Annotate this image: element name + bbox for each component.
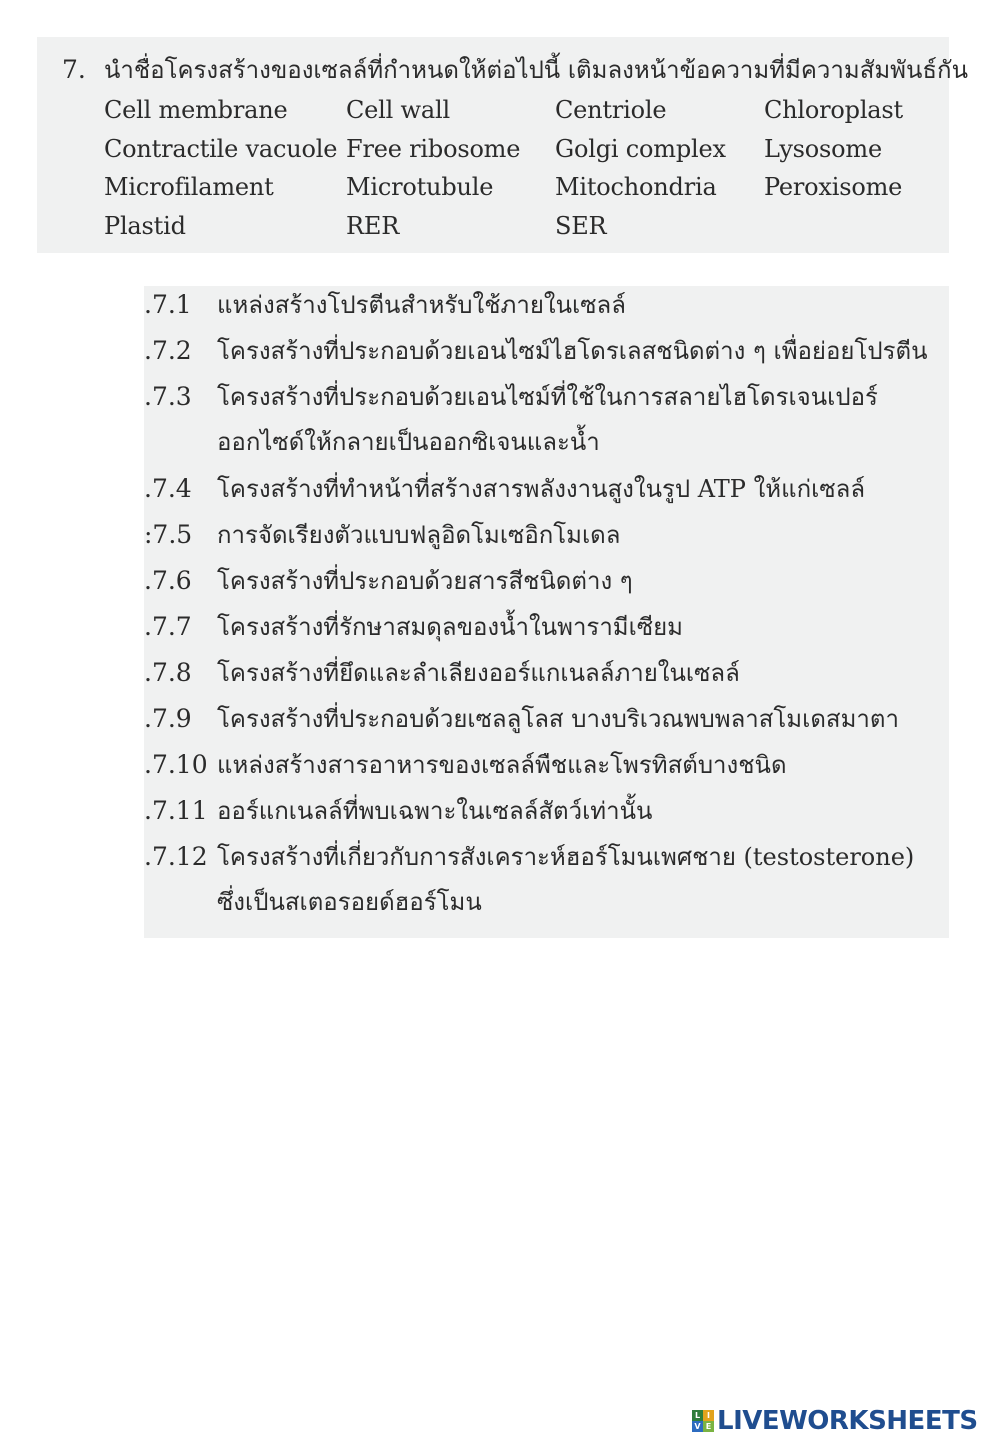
statement-number: .7.2 <box>144 336 192 365</box>
term-rer: RER <box>346 212 400 240</box>
question-number: 7. <box>62 55 86 84</box>
term-golgi-complex: Golgi complex <box>555 135 726 163</box>
term-mitochondria: Mitochondria <box>555 173 717 201</box>
term-ser: SER <box>555 212 607 240</box>
term-lysosome: Lysosome <box>764 135 882 163</box>
term-peroxisome: Peroxisome <box>764 173 903 201</box>
word-bank-panel <box>37 37 968 253</box>
logo-tile-e: E <box>703 1421 714 1432</box>
statement-number: .7.8 <box>144 658 192 687</box>
term-contractile-vacuole: Contractile vacuole <box>104 135 338 163</box>
statement-text: โครงสร้างที่ประกอบด้วยเอนไซม์ไฮโดรเลสชนิดต่าง ๆ เพื่อย่อยโปรตีน <box>217 337 928 365</box>
statement-number: .7.1 <box>144 290 192 319</box>
statement-number: .7.11 <box>144 796 208 825</box>
logo-tile-v: V <box>692 1421 703 1432</box>
term-cell-wall: Cell wall <box>346 96 450 124</box>
liveworksheets-logo-text: LIVEWORKSHEETS <box>717 1406 978 1436</box>
statement-number: .7.6 <box>144 566 192 595</box>
term-cell-membrane: Cell membrane <box>104 96 288 124</box>
statement-text: โครงสร้างที่เกี่ยวกับการสังเคราะห์ฮอร์โมนเพศชาย (testosterone) <box>217 843 915 871</box>
statement-number: .7.3 <box>144 382 192 411</box>
statement-continuation: ซึ่งเป็นสเตอรอยด์ฮอร์โมน <box>217 888 482 916</box>
statement-number: .7.10 <box>144 750 208 779</box>
statement-text: โครงสร้างที่ทำหน้าที่สร้างสารพลังงานสูงในรูป ATP ให้แก่เซลล์ <box>217 475 866 503</box>
statement-text: โครงสร้างที่ประกอบด้วยเอนไซม์ที่ใช้ในการสลายไฮโดรเจนเปอร์ <box>217 383 878 411</box>
statement-text: โครงสร้างที่ประกอบด้วยเซลลูโลส บางบริเวณพบพลาสโมเดสมาตา <box>217 705 899 733</box>
statements-panel <box>144 286 949 938</box>
liveworksheets-logo-icon <box>692 1410 714 1432</box>
term-free-ribosome: Free ribosome <box>346 135 521 163</box>
statement-text: โครงสร้างที่รักษาสมดุลของน้ำในพารามีเซียม <box>217 613 683 641</box>
statement-text: แหล่งสร้างโปรตีนสำหรับใช้ภายในเซลล์ <box>217 291 626 319</box>
statement-text: โครงสร้างที่ประกอบด้วยสารสีชนิดต่าง ๆ <box>217 567 633 595</box>
statement-number: .7.9 <box>144 704 192 733</box>
logo-tile-l: L <box>692 1410 703 1421</box>
term-microtubule: Microtubule <box>346 173 494 201</box>
statement-text: โครงสร้างที่ยึดและลำเลียงออร์แกเนลล์ภายในเซลล์ <box>217 659 740 687</box>
liveworksheets-logo <box>692 1403 978 1439</box>
term-chloroplast: Chloroplast <box>764 96 903 124</box>
logo-tile-i: I <box>703 1410 714 1421</box>
term-centriole: Centriole <box>555 96 667 124</box>
statement-continuation: ออกไซด์ให้กลายเป็นออกซิเจนและน้ำ <box>217 428 600 456</box>
question-instruction: นำชื่อโครงสร้างของเซลล์ที่กำหนดให้ต่อไปนี้ เติมลงหน้าข้อความที่มีความสัมพันธ์กัน <box>104 56 968 84</box>
term-microfilament: Microfilament <box>104 173 274 201</box>
statement-number: .7.12 <box>144 842 208 871</box>
statement-text: แหล่งสร้างสารอาหารของเซลล์พืชและโพรทิสต์บางชนิด <box>217 751 787 779</box>
statement-number: :7.5 <box>144 520 193 549</box>
statement-number: .7.7 <box>144 612 192 641</box>
term-plastid: Plastid <box>104 212 186 240</box>
statement-text: การจัดเรียงตัวแบบฟลูอิดโมเซอิกโมเดล <box>217 521 621 549</box>
statement-text: ออร์แกเนลล์ที่พบเฉพาะในเซลล์สัตว์เท่านั้น <box>217 797 653 825</box>
statement-number: .7.4 <box>144 474 192 503</box>
